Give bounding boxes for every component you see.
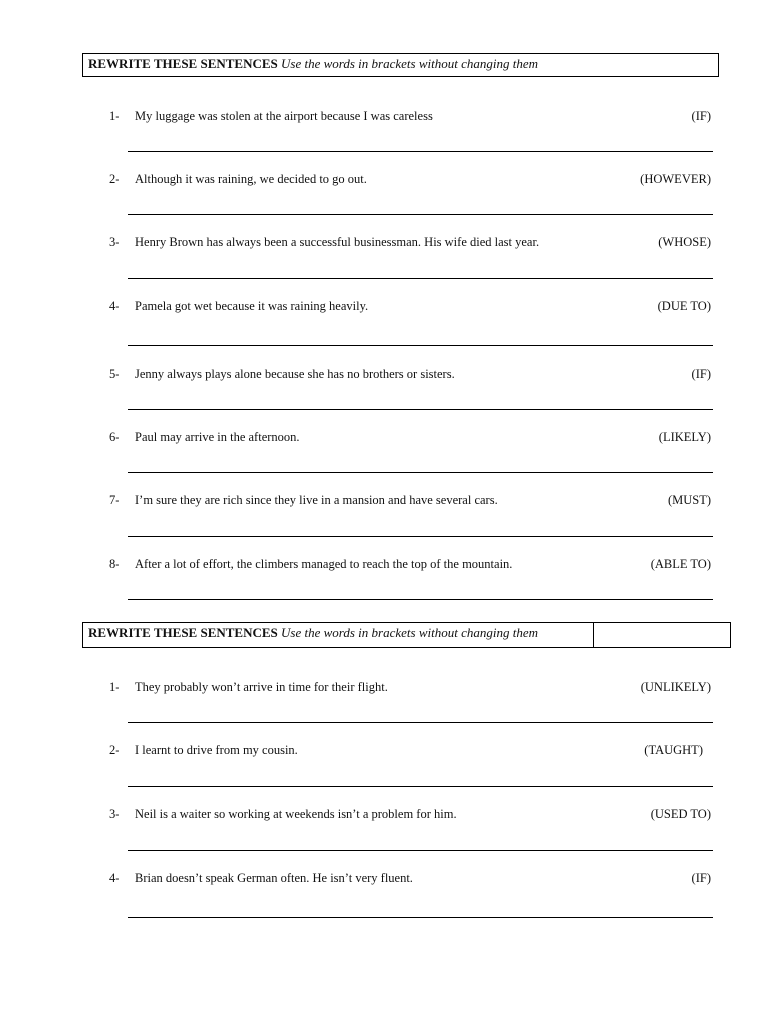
item-sentence: I’m sure they are rich since they live in a mansion and have several cars. — [135, 493, 498, 507]
answer-line[interactable] — [128, 214, 713, 215]
section-2-header — [82, 622, 731, 648]
item-number: 2- — [109, 172, 120, 186]
item-sentence: Although it was raining, we decided to go out. — [135, 172, 367, 186]
exercise-item — [0, 870, 768, 890]
item-number: 7- — [109, 493, 120, 507]
answer-line[interactable] — [128, 536, 713, 537]
item-keyword: (IF) — [691, 109, 711, 123]
header-empty-cell — [594, 623, 731, 647]
item-keyword: (IF) — [691, 367, 711, 381]
item-sentence: I learnt to drive from my cousin. — [135, 743, 298, 757]
item-number: 6- — [109, 430, 120, 444]
item-keyword: (HOWEVER) — [640, 172, 711, 186]
section-instruction: Use the words in brackets without changing them — [281, 625, 538, 640]
answer-line[interactable] — [128, 786, 713, 787]
item-keyword: (LIKELY) — [658, 430, 711, 444]
item-keyword: (TAUGHT) — [644, 743, 703, 757]
item-number: 1- — [109, 109, 120, 123]
exercise-item — [0, 492, 768, 512]
answer-line[interactable] — [128, 917, 713, 918]
section-title: REWRITE THESE SENTENCES — [88, 56, 278, 71]
exercise-item — [0, 556, 768, 576]
exercise-item — [0, 298, 768, 318]
section-instruction: Use the words in brackets without changing them — [281, 56, 538, 71]
item-sentence: Henry Brown has always been a successful businessman. His wife died last year. — [135, 235, 540, 249]
item-sentence: After a lot of effort, the climbers managed to reach the top of the mountain. — [135, 557, 513, 571]
item-number: 1- — [109, 680, 120, 694]
item-number: 5- — [109, 367, 120, 381]
answer-line[interactable] — [128, 345, 713, 346]
item-sentence: Pamela got wet because it was raining heavily. — [135, 299, 369, 313]
section-1-header — [82, 53, 719, 77]
item-number: 3- — [109, 235, 120, 249]
exercise-item — [0, 429, 768, 449]
item-number: 8- — [109, 557, 120, 571]
item-sentence: Paul may arrive in the afternoon. — [135, 430, 300, 444]
answer-line[interactable] — [128, 722, 713, 723]
item-keyword: (USED TO) — [650, 807, 711, 821]
item-number: 4- — [109, 871, 120, 885]
answer-line[interactable] — [128, 151, 713, 152]
item-sentence: Neil is a waiter so working at weekends isn’t a problem for him. — [135, 807, 457, 821]
item-keyword: (IF) — [691, 871, 711, 885]
item-keyword: (UNLIKELY) — [640, 680, 711, 694]
item-number: 4- — [109, 299, 120, 313]
item-sentence: Brian doesn’t speak German often. He isn’t very fluent. — [135, 871, 413, 885]
exercise-item — [0, 806, 768, 826]
exercise-item — [0, 679, 768, 699]
answer-line[interactable] — [128, 850, 713, 851]
answer-line[interactable] — [128, 278, 713, 279]
answer-line[interactable] — [128, 409, 713, 410]
answer-line[interactable] — [128, 472, 713, 473]
item-keyword: (MUST) — [667, 493, 711, 507]
item-sentence: Jenny always plays alone because she has no brothers or sisters. — [135, 367, 455, 381]
section-title: REWRITE THESE SENTENCES — [88, 625, 278, 640]
item-keyword: (WHOSE) — [658, 235, 711, 249]
exercise-item — [0, 366, 768, 386]
item-keyword: (ABLE TO) — [650, 557, 711, 571]
item-keyword: (DUE TO) — [657, 299, 711, 313]
exercise-item — [0, 108, 768, 128]
exercise-item — [0, 171, 768, 191]
item-number: 2- — [109, 743, 120, 757]
item-sentence: My luggage was stolen at the airport because I was careless — [135, 109, 433, 123]
item-number: 3- — [109, 807, 120, 821]
exercise-item — [0, 234, 768, 254]
exercise-item — [0, 742, 768, 762]
answer-line[interactable] — [128, 599, 713, 600]
item-sentence: They probably won’t arrive in time for their flight. — [135, 680, 388, 694]
